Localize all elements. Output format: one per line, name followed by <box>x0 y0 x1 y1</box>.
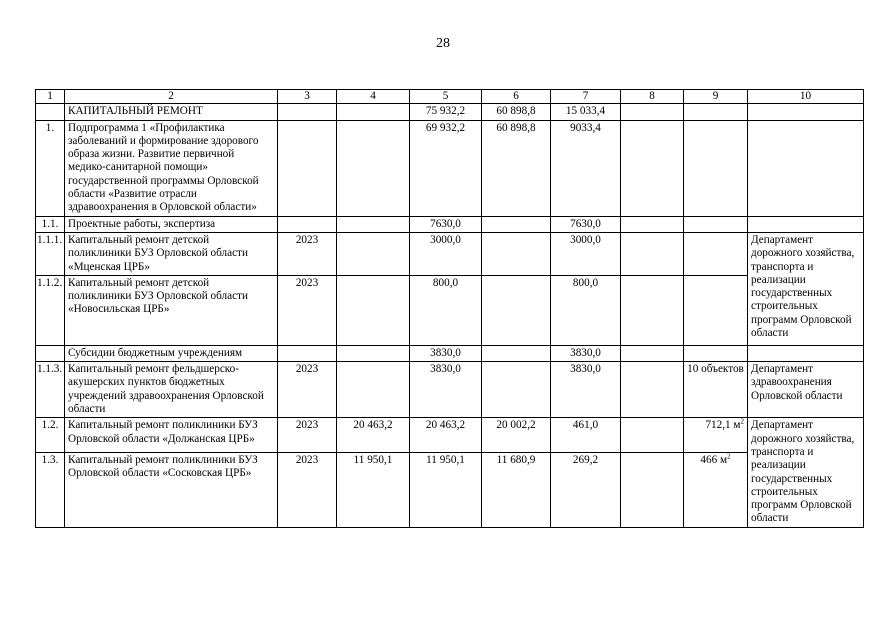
cell-col5: 3830,0 <box>410 362 482 418</box>
cell-col4: 20 463,2 <box>337 418 410 452</box>
table-row <box>36 120 864 216</box>
area-unit-superscript: 2 <box>727 452 731 460</box>
row-name: Капитальный ремонт фельдшерско-акушерских пунктов бюджетных учреждений здравоохранения Орловской области <box>65 362 278 418</box>
cell-col10: Департамент дорожного хозяйства, транспорта и реализации государственных строительных программ Орловской области <box>748 232 864 345</box>
cell-year: 2023 <box>278 418 337 452</box>
column-header: 10 <box>748 90 864 104</box>
row-number <box>36 104 65 120</box>
column-header: 5 <box>410 90 482 104</box>
table-row <box>36 275 864 345</box>
column-header: 8 <box>621 90 684 104</box>
cell-col7: 7630,0 <box>551 216 621 232</box>
cell-year: 2023 <box>278 232 337 275</box>
cell-col5: 7630,0 <box>410 216 482 232</box>
table-row <box>36 452 864 527</box>
cell-col4: 11 950,1 <box>337 452 410 527</box>
row-name: Субсидии бюджетным учреждениям <box>65 345 278 361</box>
row-name: Капитальный ремонт детской поликлиники БУЗ Орловской области «Мценская ЦРБ» <box>65 232 278 275</box>
page-number: 28 <box>436 36 450 51</box>
cell-col5: 69 932,2 <box>410 120 482 216</box>
row-name: КАПИТАЛЬНЫЙ РЕМОНТ <box>65 104 278 120</box>
row-number: 1.1. <box>36 216 65 232</box>
cell-col6: 20 002,2 <box>482 418 551 452</box>
cell-col9 <box>684 418 748 452</box>
table-row <box>36 362 864 418</box>
row-number: 1.1.2. <box>36 275 65 345</box>
table-row <box>36 104 864 120</box>
column-header: 6 <box>482 90 551 104</box>
row-number: 1.3. <box>36 452 65 527</box>
row-number: 1. <box>36 120 65 216</box>
cell-col5: 75 932,2 <box>410 104 482 120</box>
cell-col7: 461,0 <box>551 418 621 452</box>
cell-col6: 60 898,8 <box>482 104 551 120</box>
cell-col5: 11 950,1 <box>410 452 482 527</box>
cell-col7: 3000,0 <box>551 232 621 275</box>
area-value: 466 м <box>700 453 728 466</box>
cell-col7: 15 033,4 <box>551 104 621 120</box>
column-header: 3 <box>278 90 337 104</box>
cell-col6: 60 898,8 <box>482 120 551 216</box>
row-name: Капитальный ремонт поликлиники БУЗ Орловской области «Сосковская ЦРБ» <box>65 452 278 527</box>
cell-col7: 9033,4 <box>551 120 621 216</box>
table-row <box>36 232 864 275</box>
cell-col5: 3830,0 <box>410 345 482 361</box>
row-number: 1.1.1. <box>36 232 65 275</box>
cell-col10: Департамент дорожного хозяйства, транспорта и реализации государственных строительных программ Орловской области <box>748 418 864 527</box>
cell-year: 2023 <box>278 362 337 418</box>
cell-col9 <box>684 452 748 527</box>
cell-col5: 20 463,2 <box>410 418 482 452</box>
row-number: 1.2. <box>36 418 65 452</box>
cell-col7: 3830,0 <box>551 362 621 418</box>
cell-year: 2023 <box>278 452 337 527</box>
row-name: Капитальный ремонт детской поликлиники БУЗ Орловской области «Новосильская ЦРБ» <box>65 275 278 345</box>
cell-col10: Департамент здравоохранения Орловской области <box>748 362 864 418</box>
row-number: 1.1.3. <box>36 362 65 418</box>
budget-table <box>35 89 864 528</box>
cell-col7: 3830,0 <box>551 345 621 361</box>
column-header: 2 <box>65 90 278 104</box>
cell-col7: 800,0 <box>551 275 621 345</box>
column-header: 7 <box>551 90 621 104</box>
header-row <box>36 90 864 104</box>
cell-col7: 269,2 <box>551 452 621 527</box>
column-header: 4 <box>337 90 410 104</box>
column-header: 9 <box>684 90 748 104</box>
cell-col6: 11 680,9 <box>482 452 551 527</box>
table-row <box>36 418 864 452</box>
area-unit-superscript: 2 <box>740 417 744 426</box>
row-number <box>36 345 65 361</box>
row-name: Проектные работы, экспертиза <box>65 216 278 232</box>
cell-col5: 3000,0 <box>410 232 482 275</box>
cell-col5: 800,0 <box>410 275 482 345</box>
cell-col9: 10 объектов <box>684 362 748 418</box>
column-header: 1 <box>36 90 65 104</box>
cell-year: 2023 <box>278 275 337 345</box>
table-row <box>36 216 864 232</box>
row-name: Подпрограмма 1 «Профилактика заболеваний и формирование здорового образа жизни. Развитие первичной медико-санитарной помощи» государственной программы Орловской области «Развитие отрасли здравоохранения в Орловской области» <box>65 120 278 216</box>
area-value: 712,1 м <box>705 419 741 432</box>
row-name: Капитальный ремонт поликлиники БУЗ Орловской области «Должанская ЦРБ» <box>65 418 278 452</box>
table-row <box>36 345 864 361</box>
